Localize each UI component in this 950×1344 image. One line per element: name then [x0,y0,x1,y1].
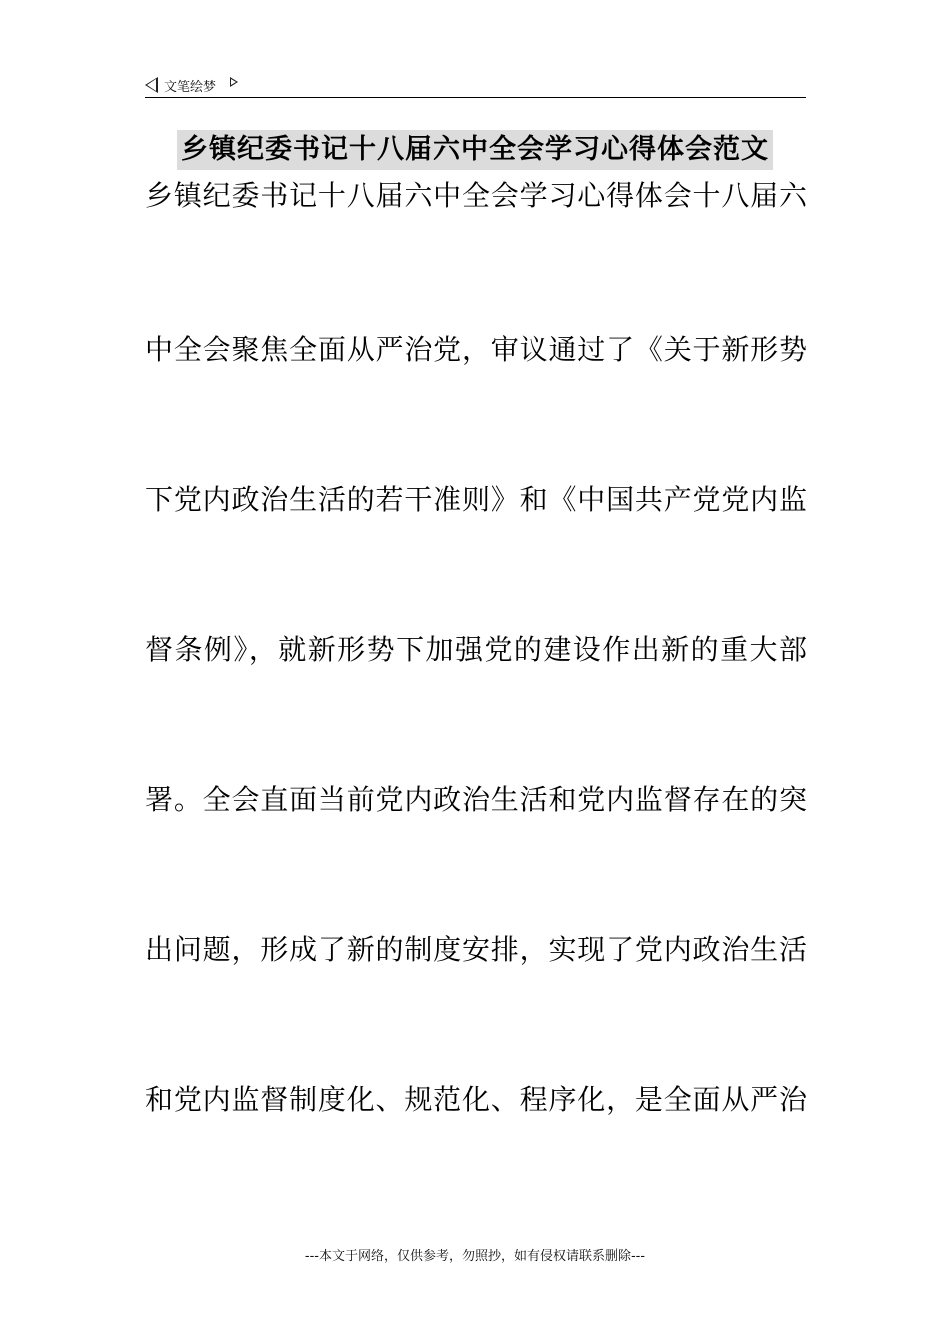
footer-notice: ---本文于网络，仅供参考，勿照抄，如有侵权请联系删除--- [304,1249,646,1264]
header-divider [145,97,806,98]
document-title-wrap [0,130,950,170]
page-header [145,74,238,96]
body-line-5: 署。全会直面当前党内政治生活和党内监督存在的突 [145,783,807,816]
document-title: 乡镇纪委书记十八届六中全会学习心得体会范文 [177,130,773,170]
body-line-4: 督条例》，就新形势下加强党的建设作出新的重大部 [145,633,807,666]
triangle-left-icon [145,77,158,93]
body-line-6: 出问题，形成了新的制度安排，实现了党内政治生活 [145,933,807,966]
triangle-right-icon [230,77,238,87]
body-line-7: 和党内监督制度化、规范化、程序化，是全面从严治 [145,1083,807,1116]
body-line-1: 乡镇纪委书记十八届六中全会学习心得体会十八届六 [145,179,807,212]
body-line-3: 下党内政治生活的若干准则》和《中国共产党党内监 [145,483,807,516]
body-line-2: 中全会聚焦全面从严治党，审议通过了《关于新形势 [145,333,807,366]
header-brand: 文笔绘梦 [164,79,217,95]
